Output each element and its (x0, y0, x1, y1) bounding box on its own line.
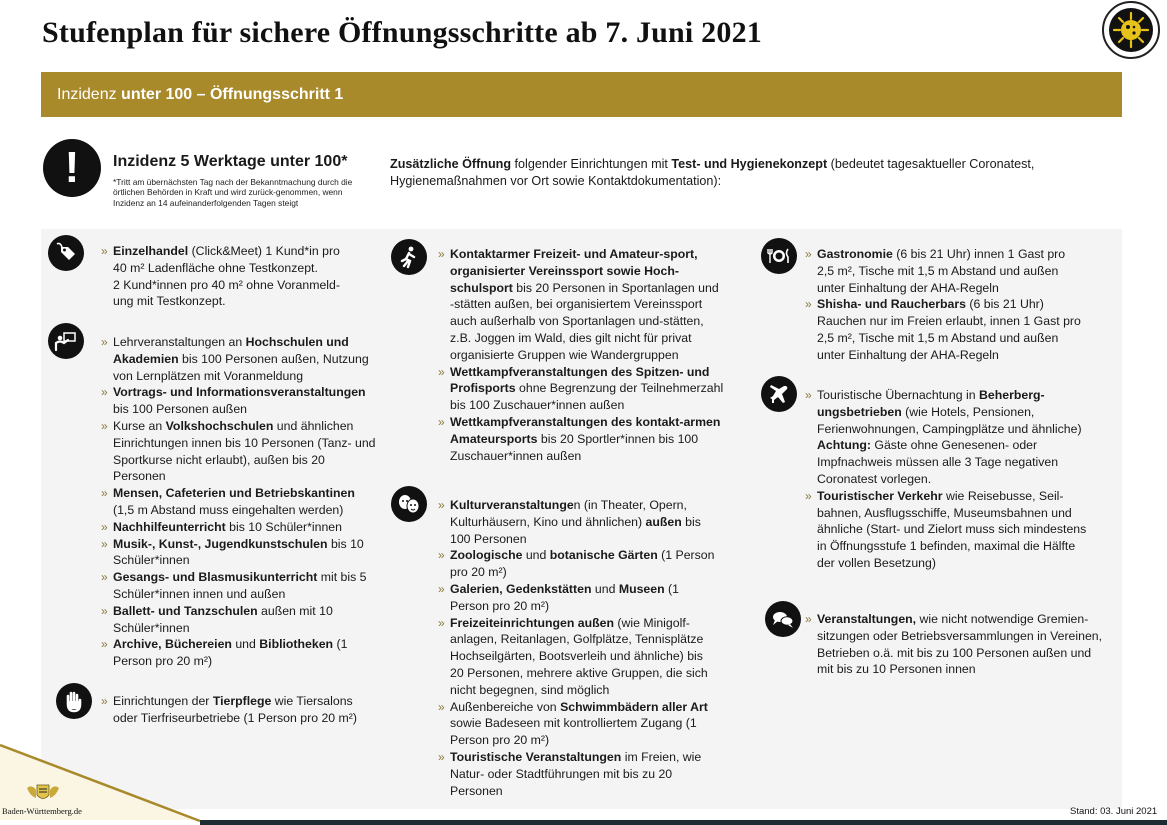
gastro-bold: Shisha- und Raucherbars (817, 297, 966, 312)
culture-bold: Museen (618, 581, 665, 596)
tourism-bold: Beherberg-ungsbetrieben (817, 388, 1045, 419)
warning-bold: Achtung: (817, 438, 871, 453)
culture-text: n (in Theater, Opern, Kulturhäusern, Kino und ähnlichen) (450, 498, 687, 529)
edu-text: mit bis 5 Schüler*innen innen und außen (113, 570, 367, 601)
edu-text: Lehrveranstaltungen an (113, 335, 246, 349)
list-item (101, 384, 379, 418)
tourism-warning (805, 437, 1090, 487)
list-item (438, 699, 718, 749)
list-item (438, 414, 724, 464)
culture-bold: Zoologische (450, 548, 523, 563)
events-text: wie nicht notwendige Gremien-sitzungen oder Betriebsversammlungen in Vereinen, Betrieben o.ä. mit bis zu 100 Personen außen und mit bis zu 10 Personen innen (817, 612, 1103, 677)
culture-bold: botanische Gärten (549, 548, 658, 563)
education-block (101, 334, 379, 670)
list-item (101, 569, 379, 603)
sport-text: ohne Begrenzung der Teilnehmerzahl bis 100 Zuschauer*innen außen (450, 381, 724, 413)
animal-text: wie Tiersalons oder Tierfriseurbetriebe (1 Person pro 20 m²) (113, 694, 357, 725)
events-bold: Veranstaltungen, (817, 612, 917, 626)
culture-text: Außenbereiche von (450, 699, 561, 714)
intro-text-2: folgender Einrichtungen mit (511, 157, 672, 171)
sport-block (438, 246, 724, 464)
edu-bold: Bibliotheken (259, 637, 334, 652)
sport-text: bis 20 Personen in Sportanlagen und -stätten außen, bei organisiertem Vereinssport auch außerhalb von Sportanlagen und-stätten, z.B. Joggen im Wald, dies gilt nicht für privat organisierte Gruppen wie Wandergruppen (450, 280, 719, 362)
virus-icon (1099, 0, 1163, 60)
edu-bold: Gesangs- und Blasmusikunterricht (113, 570, 318, 585)
edu-bold: Archive, Büchereien (113, 637, 232, 652)
page-title: Stufenplan für sichere Öffnungsschritte ab 7. Juni 2021 (42, 16, 762, 49)
edu-text: bis 100 Personen außen (113, 402, 247, 417)
incidence-note: *Tritt am übernächsten Tag nach der Bekanntmachung durch die örtlichen Behörden in Kraft und wird zurück-genommen, wenn Inzidenz an 14 aufeinanderfolgenden Tagen steigt (113, 177, 353, 208)
culture-text: (wie Minigolf-anlagen, Reitanlagen, Golfplätze, Tennisplätze Hochseilgärten, Bootsverleih und ähnliche) bis 20 Personen, mehrere aktive Gruppen, die sich nicht begegnen, sind möglich (450, 615, 708, 697)
retail-text-2: 2 Kund*innen pro 40 m² ohne Voranmeld-ung mit Testkonzept. (113, 277, 340, 309)
edu-bold: Mensen, Cafeterien und Betriebskantinen (113, 486, 355, 501)
hand-icon (56, 683, 92, 719)
list-item (101, 485, 379, 519)
tourism-text: Touristische Übernachtung in (817, 388, 979, 402)
culture-text: (1 Person pro 20 m²) (450, 548, 715, 580)
list-item (438, 749, 718, 799)
tourism-text: (wie Hotels, Pensionen, Ferienwohnungen, Campingplätze und ähnliche) (817, 404, 1082, 436)
culture-bold: Freizeiteinrichtungen außen (450, 615, 614, 630)
retail-bold: Einzelhandel (113, 244, 189, 258)
edu-text: (1 Person pro 20 m²) (113, 637, 348, 669)
running-icon (391, 239, 427, 275)
intro-bold-1: Zusätzliche Öffnung (390, 157, 512, 171)
gastro-text: (6 bis 21 Uhr) Rauchen nur im Freien erlaubt, innen 1 Gast pro 2,5 m², Tische mit 1,5 m Abstand und außen unter Einhaltung der AHA-Regeln (817, 297, 1081, 362)
airplane-icon (761, 376, 797, 412)
edu-text: bis 10 Schüler*innen (113, 536, 364, 568)
edu-bold: Volkshochschulen (165, 418, 274, 433)
gastro-text: (6 bis 21 Uhr) innen 1 Gast pro 2,5 m², Tische mit 1,5 m Abstand und außen unter Einhaltung der AHA-Regeln (817, 247, 1066, 295)
list-item (805, 488, 1090, 572)
edu-bold: Ballett- und Tanzschulen (113, 603, 258, 618)
exclamation-icon: ! (43, 139, 101, 197)
list-item (805, 611, 1105, 678)
list-item (438, 364, 724, 414)
state-logo-text: Baden-Württemberg.de (2, 806, 82, 816)
presentation-icon (48, 323, 84, 359)
edu-text: und (231, 637, 260, 652)
animal-bold: Tierpflege (212, 694, 272, 708)
list-item (438, 615, 718, 699)
edu-bold: Hochschulen und Akademien (113, 335, 349, 366)
list-item (438, 497, 718, 547)
list-item (438, 547, 718, 581)
intro-text-4: (bedeutet tagesaktueller Coronatest, Hygienemaßnahmen vor Ort sowie Kontaktdokumentation): (390, 157, 1035, 188)
sport-text: bis 20 Sportler*innen bis 100 Zuschauer*innen außen (450, 431, 699, 463)
date-stamp: Stand: 03. Juni 2021 (1070, 806, 1158, 817)
list-item (101, 519, 379, 536)
culture-text: sowie Badeseen mit kontrolliertem Zugang (1 Person pro 20 m²) (450, 716, 697, 748)
edu-text: bis 100 Personen außen, Nutzung von Lernplätzen mit Voranmeldung (113, 351, 369, 383)
edu-text: bis 10 Schüler*innen (225, 519, 342, 534)
list-item (101, 603, 379, 637)
list-item (805, 246, 1083, 296)
list-item (101, 334, 379, 384)
tourism-bold: Touristischer Verkehr (817, 488, 943, 503)
sport-bold: Wettkampfveranstaltungen des kontakt-armen Amateursports (450, 414, 721, 446)
banner-prefix: Inzidenz (57, 86, 122, 103)
price-tag-icon (48, 235, 84, 271)
list-item (438, 246, 724, 364)
edu-text: und ähnlichen Einrichtungen innen bis 10 Personen (Tanz- und Sportkurse nicht erlaubt), außen bis 20 Personen (113, 418, 376, 484)
culture-text: im Freien, wie Natur- oder Stadtführungen mit bis zu 20 Personen (450, 749, 702, 798)
gastronomy-block (805, 246, 1083, 364)
banner-bold: unter 100 – Öffnungsschritt 1 (121, 86, 344, 103)
incidence-title: Inzidenz 5 Werktage unter 100* (113, 153, 348, 170)
intro-text (390, 156, 1110, 190)
animal-text: Einrichtungen der (113, 694, 213, 708)
tourism-text: wie Reisebusse, Seil-bahnen, Ausflugsschiffe, Museumsbahnen und ähnliche (Start- und Zielort muss sich mindestens in Öffnungsstufe 1 befinden, maximal die Hälfte der vollen Besetzung) (817, 488, 1087, 570)
events-block (805, 611, 1105, 678)
footer-bar (200, 820, 1167, 825)
edu-text: außen mit 10 Schüler*innen (113, 603, 333, 635)
list-item (805, 387, 1090, 437)
culture-bold: außen (645, 514, 682, 529)
culture-block (438, 497, 718, 799)
retail-block (101, 243, 356, 310)
culture-bold: Galerien, Gedenkstätten (450, 581, 592, 596)
edu-bold: Musik-, Kunst-, Jugendkunstschulen (113, 536, 328, 551)
coat-of-arms-logo (23, 782, 63, 804)
tourism-block (805, 387, 1090, 572)
speech-bubbles-icon (765, 601, 801, 637)
animal-care-block (101, 693, 369, 727)
list-item (101, 636, 379, 670)
warning-text: Gäste ohne Genesenen- oder Impfnachweis müssen alle 3 Tage negativen Coronatest vorlegen. (817, 438, 1059, 486)
edu-text: Kurse an (113, 418, 166, 433)
list-item (101, 243, 356, 277)
list-item (438, 581, 718, 615)
edu-bold: Vortrags- und Informationsveranstaltungen (113, 385, 366, 400)
sport-bold: Kontaktarmer Freizeit- und Amateur-sport, organisierter Vereinssport sowie Hoch-schulsport (450, 247, 698, 295)
edu-text: (1,5 m Abstand muss eingehalten werden) (113, 502, 344, 517)
list-item (101, 536, 379, 570)
culture-bold: Schwimmbädern aller Art (560, 699, 708, 714)
plate-cutlery-icon (761, 238, 797, 274)
culture-text: bis 100 Personen (450, 514, 701, 546)
culture-bold: Touristische Veranstaltungen (450, 749, 622, 764)
theater-masks-icon (391, 486, 427, 522)
culture-text: und (591, 581, 619, 596)
culture-text: (1 Person pro 20 m²) (450, 581, 679, 613)
list-item (101, 418, 379, 485)
culture-text: und (522, 548, 550, 563)
edu-bold: Nachhilfeunterricht (113, 519, 226, 534)
gastro-bold: Gastronomie (817, 247, 893, 261)
list-item (101, 693, 369, 727)
retail-text-1: (Click&Meet) 1 Kund*in pro 40 m² Ladenfläche ohne Testkonzept. (113, 244, 340, 275)
list-item (805, 296, 1083, 363)
intro-bold-3: Test- und Hygienekonzept (671, 157, 828, 171)
culture-bold: Kulturveranstaltunge (450, 498, 574, 512)
sport-bold: Wettkampfveranstaltungen des Spitzen- und Profisports (450, 364, 710, 396)
incidence-banner (41, 72, 1122, 117)
